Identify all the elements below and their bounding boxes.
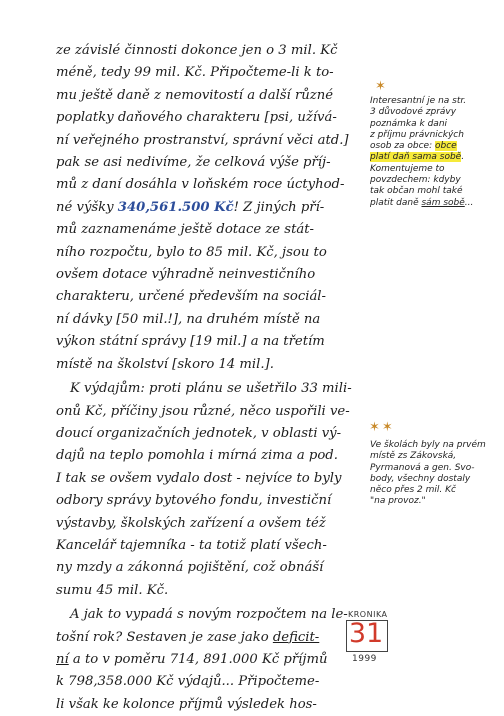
- note-line: 3 důvodové zprávy: [370, 107, 457, 118]
- highlighted-text: platí daň sama sobě: [370, 152, 462, 163]
- text-fragment: né výšky: [56, 199, 118, 215]
- text-line: dajů na teplo pomohla i mírná zima a pod.: [56, 448, 338, 464]
- note-line: [370, 198, 500, 209]
- note-line: "na provoz.": [370, 496, 426, 507]
- note-line: Komentujeme to: [370, 163, 445, 174]
- paragraph-income: [56, 40, 366, 376]
- page-number: 31: [348, 618, 384, 649]
- text-line: místě na školství [skoro 14 mil.].: [56, 356, 274, 372]
- text-line: k 798,358.000 Kč výdajů... Připočteme-: [56, 674, 320, 690]
- underlined-word: sám sobě: [421, 197, 465, 208]
- note-line: místě zs Zákovská,: [370, 451, 457, 462]
- text-line: pak se asi nedivíme, že celková výše příj-: [56, 155, 331, 171]
- note-line: tak občan mohl také: [370, 186, 463, 197]
- margin-note-tax: [370, 96, 500, 209]
- text-fragment: osob za obce:: [370, 141, 435, 152]
- note-line: povzdechem: kdyby: [370, 175, 461, 186]
- text-line: [56, 649, 366, 671]
- text-fragment: platit daně: [370, 197, 422, 208]
- text-fragment: .: [461, 152, 465, 163]
- chronicle-label: KRONIKA: [348, 610, 388, 619]
- note-line: Ve školách byly na prvém: [370, 440, 486, 450]
- text-line: [56, 197, 366, 219]
- text-line: poplatky daňového charakteru [psi, užívá-: [56, 110, 337, 126]
- text-line: [56, 627, 366, 649]
- note-line: [370, 152, 500, 163]
- year-label: 1999: [352, 654, 377, 664]
- text-line: ze závislé činnosti dokonce jen o 3 mil. Kč: [56, 43, 338, 58]
- text-fragment: ! Z jiných pří-: [233, 199, 325, 215]
- text-line: I tak se ovšem vydalo dost - nejvíce to byly: [56, 470, 342, 486]
- text-line: charakteru, určené především na sociál-: [56, 289, 326, 305]
- text-fragment: tošní rok? Sestaven je zase jako: [56, 629, 273, 645]
- text-line: mů zaznamenáme ještě dotace ze stát-: [56, 222, 314, 238]
- margin-note-schools: [370, 440, 500, 508]
- text-line: mů z daní dosáhla v loňském roce úctyhod-: [56, 177, 345, 193]
- note-line: body, všechny dostaly: [370, 473, 471, 484]
- note-line: něco přes 2 mil. Kč: [370, 485, 456, 496]
- paragraph-budget: [56, 604, 366, 716]
- main-text-column: [56, 40, 366, 716]
- text-line: li však ke kolonce příjmů výsledek hos-: [56, 696, 317, 712]
- highlighted-text: obce: [434, 141, 457, 152]
- note-line: poznámka k dani: [370, 118, 448, 129]
- note-line: Pyrmanová a gen. Svo-: [370, 462, 475, 473]
- note-line: Interesantní je na str.: [370, 96, 467, 106]
- text-line: mu ještě daně z nemovitostí a další různé: [56, 87, 334, 103]
- text-line: výkon státní správy [19 mil.] a na třetím: [56, 334, 325, 350]
- text-fragment: ...: [464, 197, 474, 208]
- note-line: [370, 141, 500, 152]
- text-line: doucí organizačních jednotek, v oblasti vý-: [56, 425, 342, 441]
- text-line: odbory správy bytového fondu, investiční: [56, 493, 332, 509]
- asterisk-icon: ✶: [375, 79, 386, 94]
- paragraph-expenses: [56, 378, 366, 602]
- text-line: onů Kč, příčiny jsou různé, něco uspořili ve-: [56, 403, 350, 419]
- text-line: výstavby, školských zařízení a ovšem též: [56, 515, 326, 531]
- highlighted-amount: 340,561.500 Kč: [117, 199, 234, 215]
- text-fragment: a to v poměru 714, 891.000 Kč příjmů: [68, 651, 328, 667]
- text-line: K výdajům: proti plánu se ušetřilo 33 mili-: [70, 381, 352, 397]
- text-line: sumu 45 mil. Kč.: [56, 582, 169, 598]
- double-asterisk-icon: ✶✶: [369, 420, 395, 435]
- text-line: ovšem dotace výhradně neinvestičního: [56, 267, 316, 283]
- note-line: z příjmu právnických: [370, 129, 464, 140]
- underlined-word: deficit-: [272, 629, 320, 645]
- text-line: ního rozpočtu, bylo to 85 mil. Kč, jsou to: [56, 244, 327, 260]
- text-line: méně, tedy 99 mil. Kč. Připočteme-li k to-: [56, 65, 334, 81]
- text-line: Kancelář tajemníka - ta totiž platí všech-: [56, 537, 327, 553]
- text-line: ní veřejného prostranství, správní věci atd.]: [56, 132, 349, 148]
- text-line: ní dávky [50 mil.!], na druhém místě na: [56, 311, 321, 327]
- underlined-word: ní: [56, 651, 69, 667]
- text-line: A jak to vypadá s novým rozpočtem na le-: [70, 607, 348, 623]
- text-line: ny mzdy a zákonná pojištění, což obnáší: [56, 560, 324, 576]
